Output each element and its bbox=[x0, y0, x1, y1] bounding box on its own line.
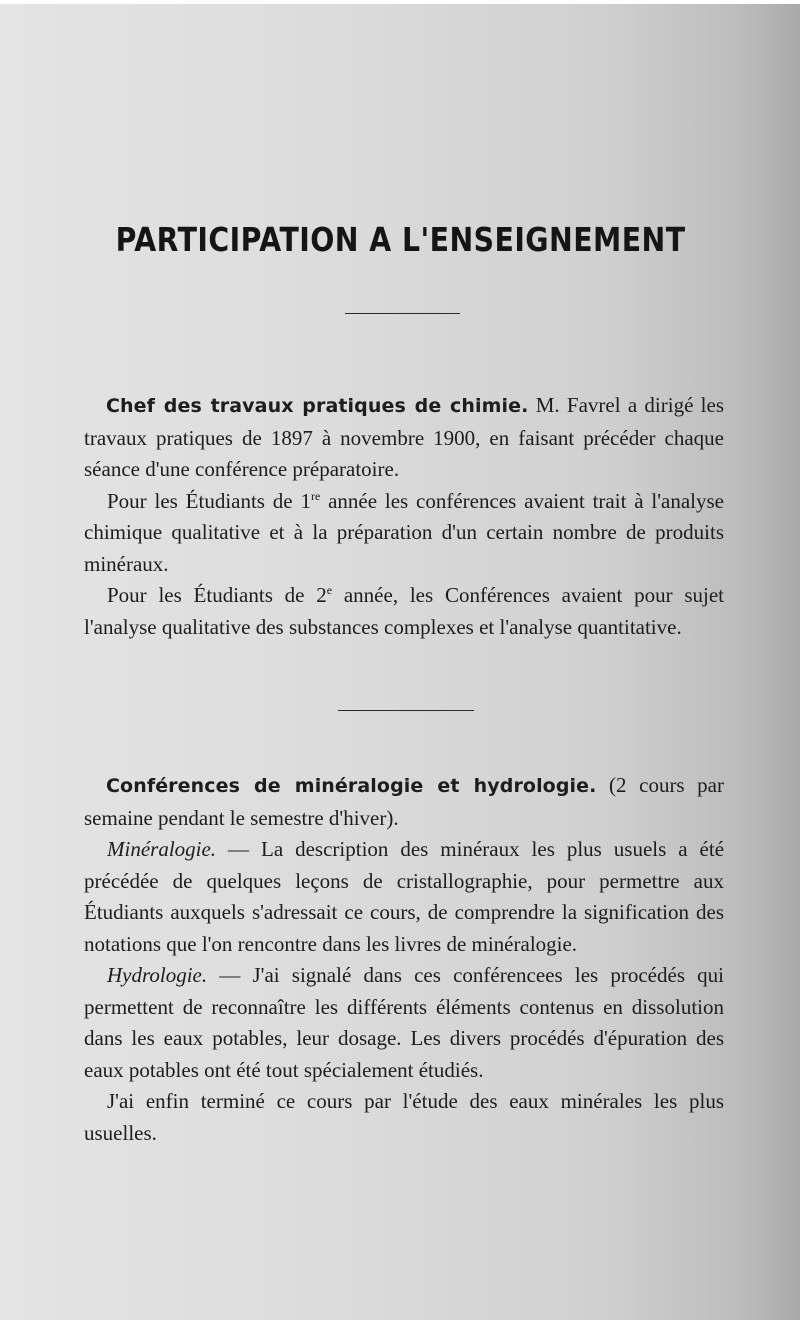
scan-edge bbox=[0, 0, 800, 4]
paragraph bbox=[84, 960, 724, 1086]
paragraph-text: — J'ai signalé dans ces conférencees les procédés qui permettent de reconnaître les différents éléments contenus en dissolution dans les eaux potables, leur dosage. Les divers procédés d'épuration des eaux potables ont été tout spécialement étudiés. bbox=[84, 963, 725, 1082]
paragraph-text: année les conférences avaient trait à l'analyse chimique qualitative et à la préparation d'un certain nombre de produits minéraux. bbox=[84, 488, 724, 576]
paragraph bbox=[84, 486, 724, 581]
page-title: PARTICIPATION A L'ENSEIGNEMENT bbox=[115, 220, 686, 259]
subheading: Minéralogie. bbox=[107, 837, 217, 861]
paragraph-text: J'ai enfin terminé ce cours par l'étude des eaux minérales les plus usuelles. bbox=[84, 1089, 724, 1145]
paragraph bbox=[84, 834, 724, 960]
paragraph bbox=[84, 770, 724, 834]
subheading: Hydrologie. bbox=[107, 963, 208, 987]
section-chemistry bbox=[84, 390, 724, 643]
section-heading: Chef des travaux pratiques de chimie. bbox=[106, 395, 529, 417]
section-heading: Conférences de minéralogie et hydrologie. bbox=[106, 775, 597, 797]
paragraph bbox=[84, 390, 724, 486]
superscript: re bbox=[310, 488, 321, 503]
superscript: e bbox=[326, 583, 333, 597]
paragraph bbox=[84, 580, 724, 643]
divider-rule-middle bbox=[338, 710, 474, 711]
paragraph-text: Pour les Étudiants de 2 bbox=[107, 583, 327, 607]
paragraph-text: année, les Conférences avaient pour sujet l'analyse qualitative des substances complexes et l'analyse quantitative. bbox=[84, 583, 724, 639]
paragraph bbox=[84, 1086, 724, 1149]
divider-rule-top bbox=[345, 313, 460, 314]
paragraph-text: (2 cours par semaine pendant le semestre d'hiver). bbox=[84, 773, 725, 830]
paragraph-text: M. Favrel a dirigé les travaux pratiques de 1897 à novembre 1900, en faisant précéder chaque séance d'une conférence préparatoire. bbox=[84, 393, 725, 481]
paragraph-text: — La description des minéraux les plus usuels a été précédée de quelques leçons de cristallographie, pour permettre aux Étudiants auxquels s'adressait ce cours, de comprendre la signification des notations que l'on rencontre dans les livres de minéralogie. bbox=[84, 837, 725, 956]
section-mineralogy bbox=[84, 770, 724, 1149]
paragraph-text: Pour les Étudiants de 1 bbox=[107, 488, 311, 513]
